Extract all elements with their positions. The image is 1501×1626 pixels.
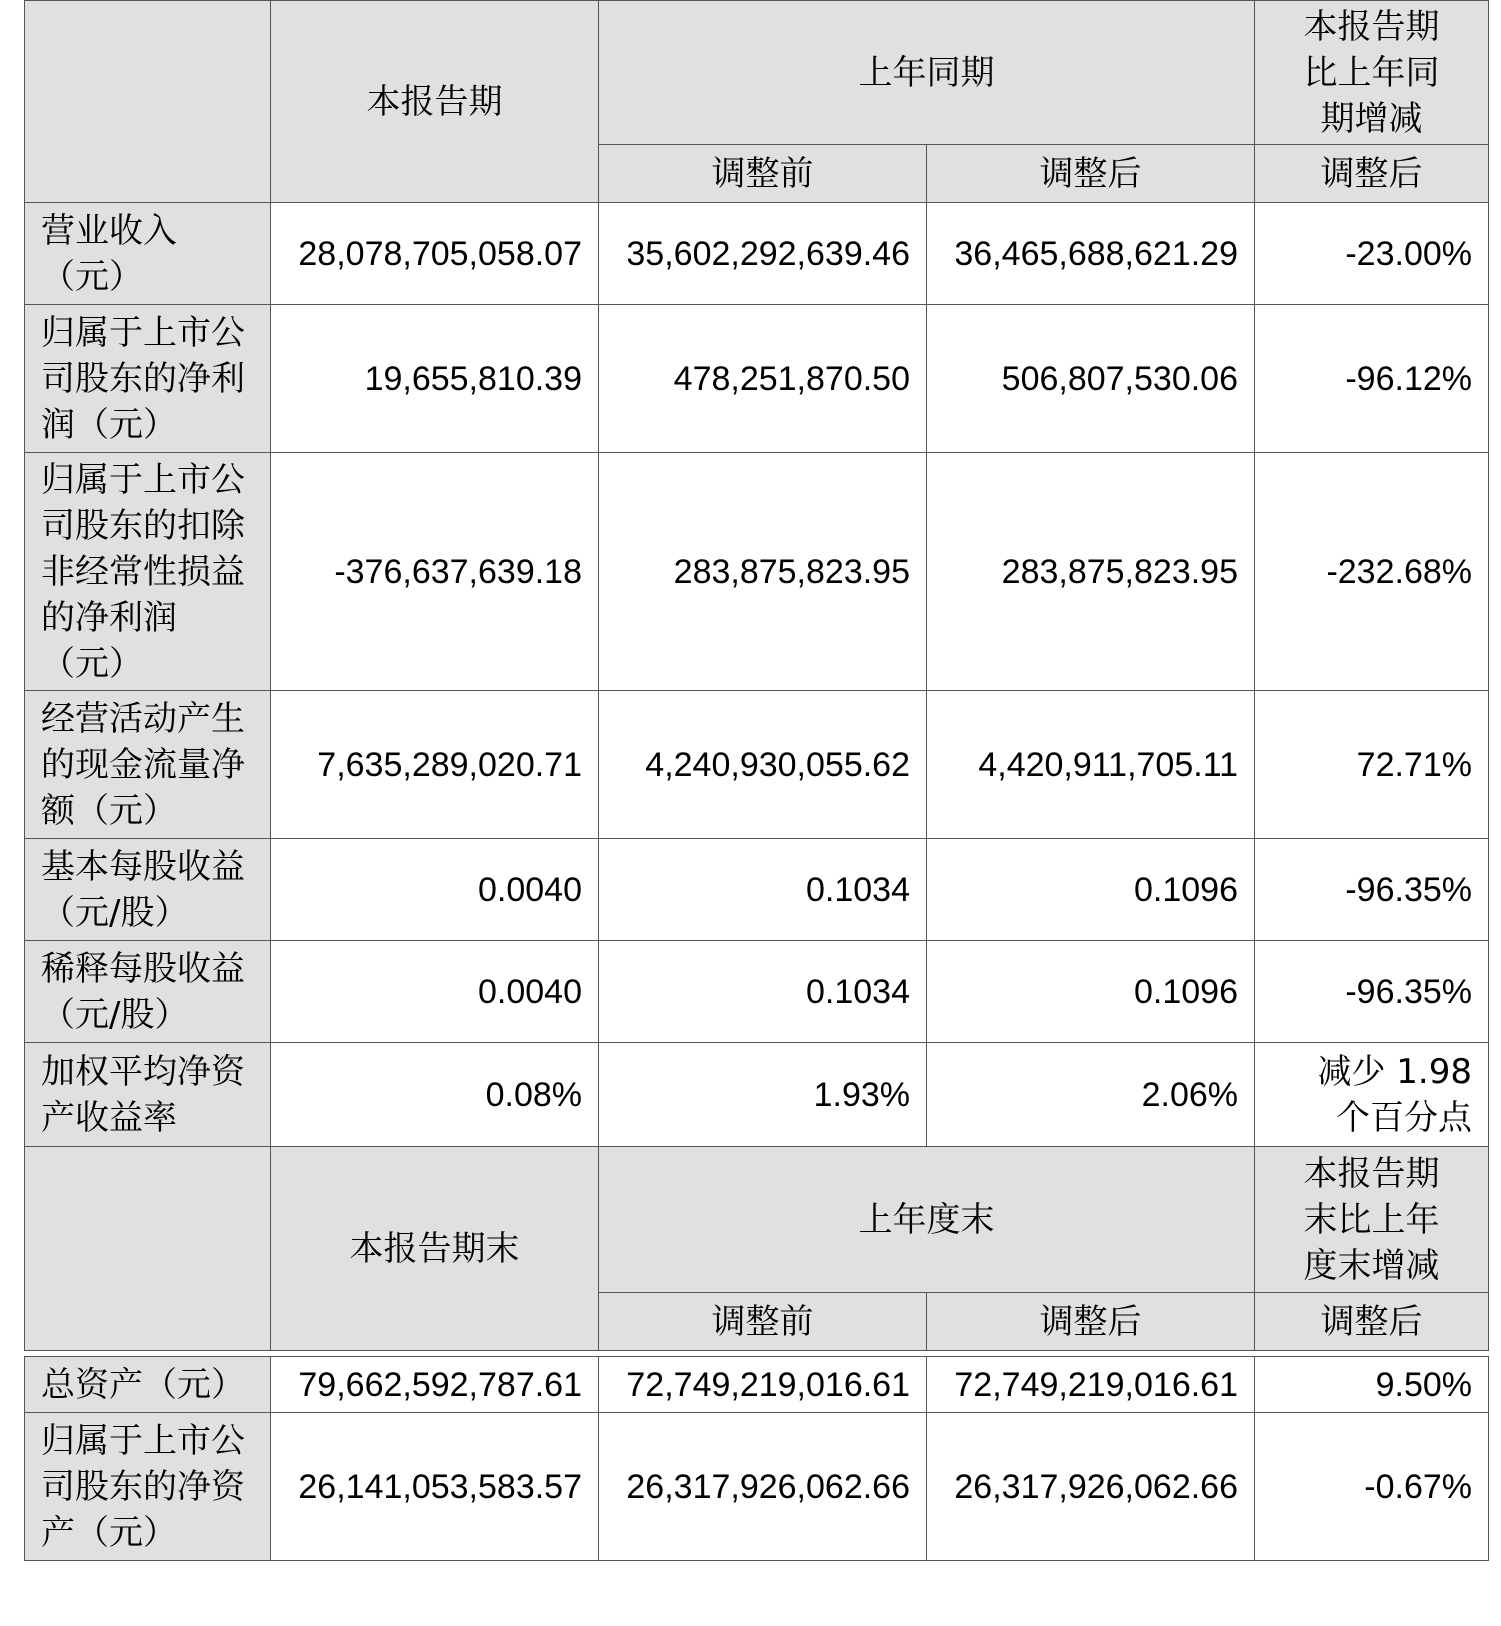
cell-after-adjust: 2.06% <box>927 1043 1255 1147</box>
row-label-line: 基本每股收益 <box>41 846 245 887</box>
cell-after-adjust: 4,420,911,705.11 <box>927 691 1255 839</box>
row-label <box>25 941 271 1043</box>
header-corner <box>25 1147 271 1351</box>
row-label-line: 归属于上市公 <box>41 1420 245 1461</box>
cell-after-adjust: 26,317,926,062.66 <box>927 1413 1255 1561</box>
cell-before-adjust: 35,602,292,639.46 <box>599 203 927 305</box>
cell-before-adjust: 4,240,930,055.62 <box>599 691 927 839</box>
cell-current: 19,655,810.39 <box>271 305 599 453</box>
header-change-adjusted: 调整后 <box>1255 1293 1489 1351</box>
cell-change: 9.50% <box>1255 1357 1489 1413</box>
cell-after-adjust: 36,465,688,621.29 <box>927 203 1255 305</box>
cell-after-adjust: 506,807,530.06 <box>927 305 1255 453</box>
row-label-line: 额（元） <box>41 790 177 831</box>
table-row <box>25 1413 1489 1561</box>
table-row <box>25 1043 1489 1147</box>
row-label-line: 稀释每股收益 <box>41 948 245 989</box>
cell-before-adjust: 26,317,926,062.66 <box>599 1413 927 1561</box>
row-label-line: 司股东的净资 <box>41 1466 245 1507</box>
cell-before-adjust: 0.1034 <box>599 941 927 1043</box>
row-label-line: （元/股） <box>41 994 189 1035</box>
cell-before-adjust: 478,251,870.50 <box>599 305 927 453</box>
row-label-line: 的现金流量净 <box>41 744 245 785</box>
row-label-line: 非经常性损益 <box>41 551 245 592</box>
cell-change: 72.71% <box>1255 691 1489 839</box>
cell-change: -96.35% <box>1255 839 1489 941</box>
cell-current: 0.0040 <box>271 839 599 941</box>
table-row <box>25 691 1489 839</box>
table-row <box>25 1357 1489 1413</box>
cell-change: -96.12% <box>1255 305 1489 453</box>
header-change <box>1255 1 1489 145</box>
header-before-adjust: 调整前 <box>599 1293 927 1351</box>
row-label-line: 归属于上市公 <box>41 312 245 353</box>
cell-after-adjust: 0.1096 <box>927 839 1255 941</box>
financial-table-period-end <box>24 1356 1489 1561</box>
header-change-adjusted: 调整后 <box>1255 145 1489 203</box>
header-before-adjust: 调整前 <box>599 145 927 203</box>
table-row <box>25 453 1489 691</box>
financial-table-period <box>24 0 1489 1351</box>
header-current-period: 本报告期 <box>271 1 599 203</box>
header-prior-period: 上年同期 <box>599 1 1255 145</box>
cell-current: 26,141,053,583.57 <box>271 1413 599 1561</box>
header-change-line: 末比上年 <box>1303 1199 1440 1240</box>
row-label-line: 经营活动产生 <box>41 698 245 739</box>
table-row <box>25 941 1489 1043</box>
header-change <box>1255 1147 1489 1293</box>
header-change-line: 本报告期 <box>1303 1153 1440 1194</box>
row-label <box>25 691 271 839</box>
row-label-line: 营业收入 <box>41 210 177 251</box>
row-label-line: 司股东的净利 <box>41 358 245 399</box>
row-label-line: （元） <box>41 643 143 684</box>
header-change-line: 度末增减 <box>1303 1245 1440 1286</box>
table-row <box>25 839 1489 941</box>
row-label-line: （元） <box>41 256 143 297</box>
cell-change <box>1255 1043 1489 1147</box>
cell-after-adjust: 72,749,219,016.61 <box>927 1357 1255 1413</box>
cell-before-adjust: 1.93% <box>599 1043 927 1147</box>
table-row <box>25 203 1489 305</box>
cell-change: -23.00% <box>1255 203 1489 305</box>
row-label-line: 加权平均净资 <box>41 1051 245 1092</box>
cell-change: -96.35% <box>1255 941 1489 1043</box>
cell-current: 28,078,705,058.07 <box>271 203 599 305</box>
row-label-line: 产收益率 <box>41 1097 177 1138</box>
row-label-line: 的净利润 <box>41 597 177 638</box>
row-label <box>25 1357 271 1413</box>
header-change-line: 期增减 <box>1320 98 1423 139</box>
row-label-line: 润（元） <box>41 404 177 445</box>
row-label <box>25 1043 271 1147</box>
header-prior-year-end: 上年度末 <box>599 1147 1255 1293</box>
cell-current: 0.0040 <box>271 941 599 1043</box>
cell-current: 79,662,592,787.61 <box>271 1357 599 1413</box>
header-corner <box>25 1 271 203</box>
cell-change: -232.68% <box>1255 453 1489 691</box>
row-label-line: 司股东的扣除 <box>41 505 245 546</box>
row-label-line: 产（元） <box>41 1512 177 1553</box>
cell-current: -376,637,639.18 <box>271 453 599 691</box>
row-label <box>25 305 271 453</box>
header-change-line: 比上年同 <box>1303 52 1440 93</box>
cell-change-line: 个百分点 <box>1336 1097 1472 1138</box>
cell-current: 0.08% <box>271 1043 599 1147</box>
row-label-line: 总资产（元） <box>41 1364 245 1405</box>
cell-change: -0.67% <box>1255 1413 1489 1561</box>
row-label <box>25 453 271 691</box>
header-change-line: 本报告期 <box>1303 6 1440 47</box>
cell-current: 7,635,289,020.71 <box>271 691 599 839</box>
header-after-adjust: 调整后 <box>927 1293 1255 1351</box>
row-label-line: 归属于上市公 <box>41 459 245 500</box>
table-row <box>25 305 1489 453</box>
cell-after-adjust: 0.1096 <box>927 941 1255 1043</box>
row-label-line: （元/股） <box>41 892 189 933</box>
cell-before-adjust: 72,749,219,016.61 <box>599 1357 927 1413</box>
row-label <box>25 839 271 941</box>
cell-after-adjust: 283,875,823.95 <box>927 453 1255 691</box>
header-after-adjust: 调整后 <box>927 145 1255 203</box>
row-label <box>25 203 271 305</box>
row-label <box>25 1413 271 1561</box>
cell-change-line: 减少 1.98 <box>1317 1051 1472 1092</box>
header-current-period-end: 本报告期末 <box>271 1147 599 1351</box>
cell-before-adjust: 283,875,823.95 <box>599 453 927 691</box>
cell-before-adjust: 0.1034 <box>599 839 927 941</box>
